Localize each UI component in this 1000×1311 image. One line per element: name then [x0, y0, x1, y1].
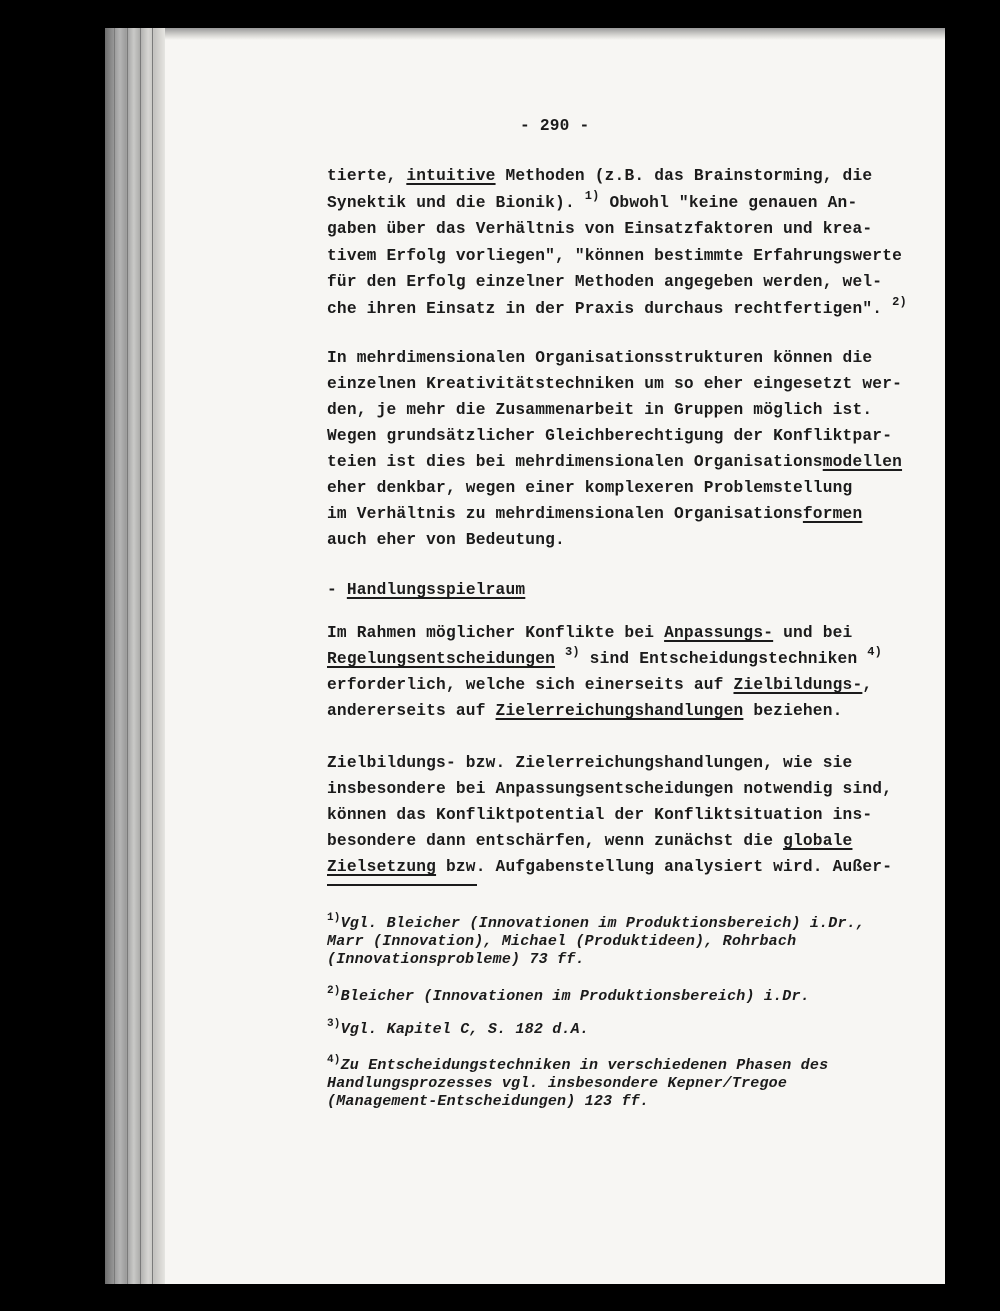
heading-label: Handlungsspielraum — [346, 581, 526, 599]
text-line — [327, 531, 565, 549]
text-span: bzw. Aufgabenstellung analysiert wird. Außer- — [436, 858, 893, 876]
spine-line — [114, 28, 115, 1284]
section-heading — [327, 581, 525, 599]
text-span: , — [862, 676, 873, 694]
text-span: den, je mehr die Zusammenarbeit in Gruppen möglich ist. — [327, 401, 873, 419]
book-spine — [105, 28, 165, 1284]
text-line — [327, 294, 907, 318]
text-line — [327, 401, 872, 419]
text-span: modellen — [822, 453, 903, 471]
text-span: insbesondere bei Anpassungsentscheidungen notwendig sind, — [327, 780, 893, 798]
text-span: Synektik und die Bionik). — [327, 193, 585, 212]
text-line — [327, 702, 843, 720]
footnote-separator — [327, 884, 477, 886]
footnote-ref: 2) — [892, 294, 907, 309]
footnote-line — [327, 1075, 787, 1092]
text-span: Wegen grundsätzlicher Gleichberechtigung der Konfliktpar- — [327, 427, 893, 445]
text-line — [327, 188, 858, 212]
text-span: tierte, — [327, 167, 407, 185]
footnote-mark: 3) — [327, 1018, 341, 1030]
text-span: andererseits auf — [327, 702, 496, 720]
footnote-ref: 4) — [867, 645, 883, 659]
text-span: erforderlich, welche sich einerseits auf — [327, 676, 734, 694]
text-span: Regelungsentscheidungen — [327, 650, 556, 668]
footnote-line — [327, 985, 810, 1005]
text-span: Zielbildungs- bzw. Zielerreichungshandlungen, wie sie — [327, 754, 853, 772]
footnote-line — [327, 951, 585, 968]
text-span: In mehrdimensionalen Organisationsstrukturen können die — [327, 349, 873, 367]
text-span: teien ist dies bei mehrdimensionalen Organisations — [327, 453, 823, 471]
text-span: gaben über das Verhältnis von Einsatzfaktoren und krea- — [327, 220, 873, 238]
text-span: che ihren Einsatz in der Praxis durchaus rechtfertigen". — [327, 299, 893, 318]
text-line — [327, 832, 852, 850]
page-number: - 290 - — [520, 117, 590, 135]
text-span: können das Konfliktpotential der Konfliktsituation ins- — [327, 806, 873, 824]
footnote-ref: 1) — [584, 188, 600, 203]
footnote-text: Vgl. Kapitel C, S. 182 d.A. — [340, 1021, 590, 1038]
text-span: Zielerreichungshandlungen — [495, 702, 744, 720]
text-span: Zielsetzung — [327, 858, 437, 876]
text-span — [555, 650, 565, 668]
text-span: globale — [783, 832, 853, 850]
text-line — [327, 780, 892, 798]
text-line — [327, 676, 872, 694]
text-line — [327, 220, 872, 238]
text-span: eher denkbar, wegen einer komplexeren Problemstellung — [327, 479, 853, 497]
text-line — [327, 806, 872, 824]
text-line — [327, 349, 872, 367]
text-line — [327, 375, 902, 393]
text-line — [327, 247, 902, 265]
footnote-mark: 4) — [327, 1054, 341, 1066]
footnote-mark: 2) — [327, 985, 341, 997]
footnote-text: Marr (Innovation), Michael (Produktideen), Rohrbach — [327, 933, 797, 950]
text-line — [327, 167, 872, 185]
text-span: Methoden (z.B. das Brainstorming, die — [495, 167, 873, 185]
text-span: einzelnen Kreativitätstechniken um so eher eingesetzt wer- — [327, 375, 903, 393]
spine-line — [152, 28, 153, 1284]
text-span: formen — [802, 505, 863, 523]
text-span: Zielbildungs- — [733, 676, 863, 694]
text-line — [327, 858, 892, 876]
text-span: sind Entscheidungstechniken — [579, 650, 868, 668]
text-span: und bei — [773, 624, 853, 642]
footnote-ref: 3) — [564, 645, 580, 659]
text-span: Im Rahmen möglicher Konflikte bei — [327, 624, 665, 642]
text-line — [327, 273, 882, 291]
text-line — [327, 505, 862, 523]
footnote-text: (Innovationsprobleme) 73 ff. — [327, 951, 585, 968]
footnote-text: Bleicher (Innovationen im Produktionsbereich) i.Dr. — [340, 988, 810, 1005]
text-span: im Verhältnis zu mehrdimensionalen Organisations — [327, 505, 803, 523]
footnote-line — [327, 1054, 829, 1074]
text-span: Obwohl "keine genauen An- — [599, 193, 858, 212]
page-top-edge — [105, 28, 945, 40]
footnote-text: Handlungsprozesses vgl. insbesondere Kepner/Tregoe — [327, 1075, 788, 1092]
text-span: tivem Erfolg vorliegen", "können bestimmte Erfahrungswerte — [327, 246, 903, 265]
footnote-line — [327, 912, 866, 932]
footnote-mark: 1) — [327, 912, 341, 924]
text-span: besondere dann entschärfen, wenn zunächst die — [327, 832, 784, 850]
text-line — [327, 479, 852, 497]
footnote-line — [327, 1093, 649, 1110]
text-span: Anpassungs- — [664, 624, 774, 642]
text-span: für den Erfolg einzelner Methoden angegeben werden, wel- — [327, 273, 883, 291]
spine-line — [140, 28, 141, 1284]
text-span: intuitive — [406, 167, 496, 185]
footnote-line — [327, 1018, 590, 1038]
footnote-text: Vgl. Bleicher (Innovationen im Produktionsbereich) i.Dr., — [340, 915, 866, 932]
text-span: beziehen. — [743, 702, 843, 720]
heading-dash: - — [327, 581, 347, 599]
footnote-line — [327, 933, 796, 950]
text-line — [327, 453, 902, 471]
text-line — [327, 624, 852, 642]
spine-line — [127, 28, 128, 1284]
text-line — [327, 645, 883, 668]
footnote-text: (Management-Entscheidungen) 123 ff. — [327, 1093, 650, 1110]
text-line — [327, 754, 852, 772]
text-span: auch eher von Bedeutung. — [327, 531, 565, 549]
text-line — [327, 427, 892, 445]
footnote-text: Zu Entscheidungstechniken in verschiedenen Phasen des — [340, 1057, 829, 1074]
